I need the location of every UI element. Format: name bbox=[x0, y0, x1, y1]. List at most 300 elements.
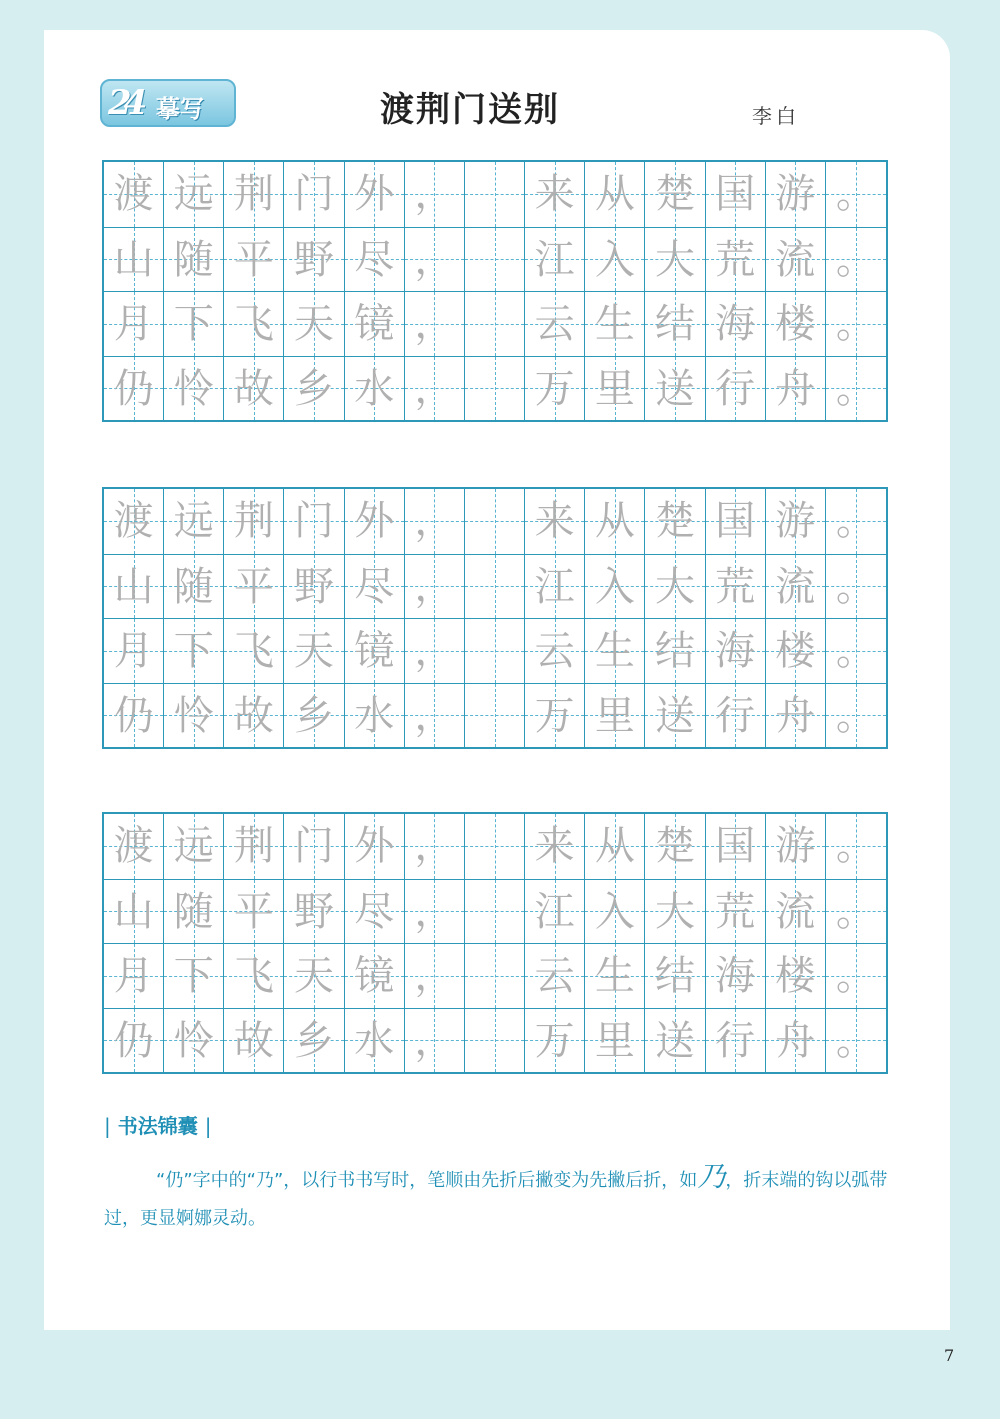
trace-character: 远 bbox=[173, 498, 214, 544]
grid-row bbox=[104, 879, 886, 944]
grid-cell bbox=[826, 879, 886, 944]
grid-row bbox=[104, 291, 886, 356]
grid-cell bbox=[224, 291, 284, 356]
grid-cell bbox=[465, 814, 525, 879]
grid-cell bbox=[525, 162, 585, 227]
trace-character: 仍 bbox=[113, 365, 154, 412]
trace-character: 游 bbox=[775, 171, 816, 217]
grid-cell bbox=[104, 162, 164, 227]
grid-cell bbox=[405, 489, 465, 554]
trace-character: 故 bbox=[233, 365, 274, 412]
grid-cell bbox=[465, 554, 525, 619]
grid-cell bbox=[465, 683, 525, 748]
grid-cell bbox=[345, 943, 405, 1008]
tips-body bbox=[104, 1158, 894, 1238]
trace-character: 水 bbox=[354, 365, 395, 412]
page-number: 7 bbox=[944, 1346, 955, 1365]
trace-character: 。 bbox=[835, 1017, 876, 1064]
grid-cell bbox=[645, 943, 705, 1008]
trace-character: 渡 bbox=[113, 823, 154, 869]
trace-character: ， bbox=[414, 1017, 455, 1064]
grid-cell bbox=[585, 943, 645, 1008]
trace-character: 远 bbox=[173, 171, 214, 217]
grid-cell bbox=[645, 618, 705, 683]
trace-character: 游 bbox=[775, 823, 816, 869]
grid-cell bbox=[706, 356, 766, 421]
trace-character: 来 bbox=[534, 498, 575, 544]
grid-cell bbox=[164, 489, 224, 554]
grid-cell bbox=[345, 554, 405, 619]
grid-cell bbox=[224, 489, 284, 554]
grid-row bbox=[104, 162, 886, 227]
practice-grid-1 bbox=[102, 160, 888, 422]
section-badge bbox=[100, 79, 236, 127]
trace-character: 江 bbox=[534, 236, 575, 283]
practice-grid-2 bbox=[102, 487, 888, 749]
trace-character: 。 bbox=[835, 365, 876, 412]
trace-character: 月 bbox=[113, 628, 154, 674]
grid-cell bbox=[766, 162, 826, 227]
grid-cell bbox=[224, 227, 284, 292]
grid-cell bbox=[405, 879, 465, 944]
trace-character: 海 bbox=[715, 301, 756, 347]
grid-cell bbox=[766, 291, 826, 356]
trace-character: 结 bbox=[654, 301, 695, 347]
grid-cell bbox=[104, 814, 164, 879]
grid-cell bbox=[645, 814, 705, 879]
trace-character: 江 bbox=[534, 888, 575, 935]
trace-character: 下 bbox=[173, 628, 214, 674]
trace-character: 大 bbox=[654, 888, 695, 935]
trace-character: 江 bbox=[534, 563, 575, 610]
trace-character: 平 bbox=[233, 888, 274, 935]
trace-character: 门 bbox=[294, 498, 335, 544]
grid-cell bbox=[706, 618, 766, 683]
trace-character: 镜 bbox=[354, 301, 395, 347]
trace-character: 渡 bbox=[113, 171, 154, 217]
trace-character: 尽 bbox=[354, 236, 395, 283]
trace-character: 随 bbox=[173, 563, 214, 610]
trace-character: 乡 bbox=[294, 365, 335, 412]
trace-character: 怜 bbox=[173, 692, 214, 739]
grid-cell bbox=[826, 814, 886, 879]
trace-character: ， bbox=[414, 628, 455, 674]
trace-character: 海 bbox=[715, 953, 756, 999]
grid-cell bbox=[345, 489, 405, 554]
grid-cell bbox=[224, 943, 284, 1008]
grid-cell bbox=[585, 814, 645, 879]
trace-character: 下 bbox=[173, 301, 214, 347]
trace-character: 里 bbox=[594, 365, 635, 412]
grid-cell bbox=[525, 227, 585, 292]
grid-cell bbox=[284, 683, 344, 748]
grid-cell bbox=[164, 943, 224, 1008]
trace-character: 海 bbox=[715, 628, 756, 674]
trace-character: 乡 bbox=[294, 692, 335, 739]
trace-character: 来 bbox=[534, 823, 575, 869]
trace-character: 万 bbox=[534, 1017, 575, 1064]
grid-cell bbox=[465, 489, 525, 554]
trace-character: ， bbox=[414, 301, 455, 347]
grid-cell bbox=[525, 879, 585, 944]
grid-cell bbox=[164, 618, 224, 683]
trace-character: 舟 bbox=[775, 1017, 816, 1064]
grid-cell bbox=[164, 1008, 224, 1073]
grid-cell bbox=[826, 554, 886, 619]
trace-character: 。 bbox=[835, 692, 876, 739]
grid-cell bbox=[525, 618, 585, 683]
grid-cell bbox=[645, 879, 705, 944]
badge-number: 24 bbox=[108, 83, 140, 123]
grid-cell bbox=[224, 162, 284, 227]
grid-cell bbox=[465, 943, 525, 1008]
trace-character: 流 bbox=[775, 563, 816, 610]
trace-character: 。 bbox=[835, 498, 876, 544]
trace-character: ， bbox=[414, 171, 455, 217]
trace-character: 随 bbox=[173, 236, 214, 283]
grid-cell bbox=[345, 1008, 405, 1073]
trace-character: 云 bbox=[534, 953, 575, 999]
trace-character: 下 bbox=[173, 953, 214, 999]
trace-character: 国 bbox=[715, 171, 756, 217]
grid-row bbox=[104, 227, 886, 292]
trace-character: 荒 bbox=[715, 563, 756, 610]
trace-character: 山 bbox=[113, 888, 154, 935]
grid-cell bbox=[104, 554, 164, 619]
poem-author: 李白 bbox=[752, 104, 800, 128]
trace-character: 飞 bbox=[233, 628, 274, 674]
trace-character: 平 bbox=[233, 563, 274, 610]
grid-cell bbox=[525, 683, 585, 748]
grid-cell bbox=[284, 356, 344, 421]
grid-cell bbox=[465, 356, 525, 421]
trace-character: 流 bbox=[775, 236, 816, 283]
grid-cell bbox=[585, 227, 645, 292]
trace-character: 仍 bbox=[113, 1017, 154, 1064]
trace-character: 结 bbox=[654, 628, 695, 674]
trace-character: 舟 bbox=[775, 365, 816, 412]
grid-cell bbox=[345, 227, 405, 292]
grid-cell bbox=[706, 879, 766, 944]
grid-cell bbox=[645, 1008, 705, 1073]
grid-cell bbox=[284, 943, 344, 1008]
grid-cell bbox=[224, 1008, 284, 1073]
trace-character: ， bbox=[414, 888, 455, 935]
grid-cell bbox=[164, 879, 224, 944]
grid-cell bbox=[284, 227, 344, 292]
trace-character: 入 bbox=[594, 563, 635, 610]
trace-character: 来 bbox=[534, 171, 575, 217]
trace-character: 镜 bbox=[354, 953, 395, 999]
grid-cell bbox=[345, 162, 405, 227]
trace-character: 。 bbox=[835, 823, 876, 869]
trace-character: 门 bbox=[294, 823, 335, 869]
trace-character: 尽 bbox=[354, 563, 395, 610]
tips-text-after: ，折末端的钩以弧带过，更显婀娜灵动。 bbox=[104, 1170, 888, 1229]
trace-character: 天 bbox=[294, 628, 335, 674]
trace-character: 生 bbox=[594, 628, 635, 674]
grid-cell bbox=[345, 356, 405, 421]
grid-cell bbox=[706, 162, 766, 227]
trace-character: 山 bbox=[113, 236, 154, 283]
grid-cell bbox=[585, 683, 645, 748]
grid-cell bbox=[766, 814, 826, 879]
grid-cell bbox=[766, 1008, 826, 1073]
grid-cell bbox=[284, 814, 344, 879]
grid-cell bbox=[826, 162, 886, 227]
grid-cell bbox=[585, 1008, 645, 1073]
grid-cell bbox=[345, 683, 405, 748]
trace-character: 送 bbox=[654, 365, 695, 412]
grid-cell bbox=[224, 879, 284, 944]
trace-character: 入 bbox=[594, 888, 635, 935]
trace-character: 门 bbox=[294, 171, 335, 217]
grid-cell bbox=[706, 943, 766, 1008]
grid-cell bbox=[224, 356, 284, 421]
trace-character: 楚 bbox=[654, 498, 695, 544]
grid-cell bbox=[766, 489, 826, 554]
badge-label: 摹写 bbox=[156, 95, 204, 123]
grid-cell bbox=[284, 291, 344, 356]
trace-character: 外 bbox=[354, 171, 395, 217]
grid-cell bbox=[405, 227, 465, 292]
trace-character: 行 bbox=[715, 692, 756, 739]
grid-cell bbox=[465, 879, 525, 944]
trace-character: ， bbox=[414, 498, 455, 544]
grid-cell bbox=[826, 618, 886, 683]
grid-cell bbox=[585, 162, 645, 227]
grid-cell bbox=[706, 291, 766, 356]
grid-cell bbox=[465, 618, 525, 683]
trace-character: 怜 bbox=[173, 1017, 214, 1064]
grid-cell bbox=[525, 356, 585, 421]
grid-cell bbox=[345, 814, 405, 879]
grid-cell bbox=[645, 356, 705, 421]
trace-character: 云 bbox=[534, 301, 575, 347]
grid-cell bbox=[345, 879, 405, 944]
grid-cell bbox=[766, 943, 826, 1008]
grid-cell bbox=[405, 683, 465, 748]
grid-cell bbox=[284, 162, 344, 227]
grid-cell bbox=[766, 227, 826, 292]
trace-character: 生 bbox=[594, 953, 635, 999]
grid-cell bbox=[284, 879, 344, 944]
grid-cell bbox=[164, 554, 224, 619]
grid-cell bbox=[525, 489, 585, 554]
trace-character: 国 bbox=[715, 823, 756, 869]
trace-character: 外 bbox=[354, 823, 395, 869]
grid-cell bbox=[706, 683, 766, 748]
trace-character: 。 bbox=[835, 628, 876, 674]
trace-character: 乡 bbox=[294, 1017, 335, 1064]
trace-character: 。 bbox=[835, 236, 876, 283]
trace-character: 随 bbox=[173, 888, 214, 935]
grid-cell bbox=[284, 1008, 344, 1073]
trace-character: 楼 bbox=[775, 628, 816, 674]
grid-cell bbox=[104, 291, 164, 356]
grid-cell bbox=[164, 356, 224, 421]
grid-cell bbox=[104, 489, 164, 554]
grid-cell bbox=[405, 291, 465, 356]
grid-cell bbox=[585, 618, 645, 683]
grid-cell bbox=[585, 554, 645, 619]
trace-character: 万 bbox=[534, 692, 575, 739]
trace-character: ， bbox=[414, 953, 455, 999]
trace-character: 荆 bbox=[233, 498, 274, 544]
grid-cell bbox=[766, 356, 826, 421]
trace-character: 里 bbox=[594, 692, 635, 739]
grid-cell bbox=[826, 291, 886, 356]
grid-cell bbox=[164, 683, 224, 748]
grid-cell bbox=[525, 943, 585, 1008]
trace-character: 天 bbox=[294, 301, 335, 347]
trace-character: 荒 bbox=[715, 236, 756, 283]
trace-character: 野 bbox=[294, 236, 335, 283]
grid-cell bbox=[706, 489, 766, 554]
grid-cell bbox=[706, 554, 766, 619]
tips-text-before: “仍”字中的“乃”，以行书书写时，笔顺由先折后撇变为先撇后折，如 bbox=[156, 1170, 698, 1191]
trace-character: 行 bbox=[715, 1017, 756, 1064]
grid-cell bbox=[585, 291, 645, 356]
tips-heading bbox=[104, 1110, 211, 1139]
grid-cell bbox=[645, 291, 705, 356]
grid-cell bbox=[525, 554, 585, 619]
trace-character: 万 bbox=[534, 365, 575, 412]
grid-cell bbox=[164, 291, 224, 356]
grid-cell bbox=[766, 618, 826, 683]
trace-character: ， bbox=[414, 563, 455, 610]
trace-character: 云 bbox=[534, 628, 575, 674]
trace-character: 故 bbox=[233, 1017, 274, 1064]
grid-cell bbox=[104, 356, 164, 421]
grid-cell bbox=[465, 291, 525, 356]
trace-character: ， bbox=[414, 692, 455, 739]
trace-character: 国 bbox=[715, 498, 756, 544]
grid-cell bbox=[104, 879, 164, 944]
grid-cell bbox=[585, 489, 645, 554]
trace-character: 送 bbox=[654, 1017, 695, 1064]
grid-cell bbox=[104, 943, 164, 1008]
example-glyph: 乃 bbox=[697, 1160, 726, 1193]
trace-character: 大 bbox=[654, 563, 695, 610]
trace-character: 仍 bbox=[113, 692, 154, 739]
trace-character: 月 bbox=[113, 301, 154, 347]
grid-cell bbox=[525, 814, 585, 879]
trace-character: 从 bbox=[594, 171, 635, 217]
grid-row bbox=[104, 618, 886, 683]
trace-character: 镜 bbox=[354, 628, 395, 674]
grid-cell bbox=[104, 227, 164, 292]
trace-character: 舟 bbox=[775, 692, 816, 739]
grid-cell bbox=[465, 1008, 525, 1073]
trace-character: 野 bbox=[294, 888, 335, 935]
grid-cell bbox=[104, 1008, 164, 1073]
trace-character: 生 bbox=[594, 301, 635, 347]
grid-cell bbox=[706, 1008, 766, 1073]
trace-character: 荆 bbox=[233, 171, 274, 217]
grid-cell bbox=[164, 227, 224, 292]
grid-cell bbox=[645, 227, 705, 292]
grid-cell bbox=[224, 554, 284, 619]
grid-cell bbox=[284, 489, 344, 554]
trace-character: 飞 bbox=[233, 953, 274, 999]
trace-character: ， bbox=[414, 365, 455, 412]
trace-character: 怜 bbox=[173, 365, 214, 412]
trace-character: 。 bbox=[835, 953, 876, 999]
trace-character: ， bbox=[414, 823, 455, 869]
grid-cell bbox=[645, 683, 705, 748]
grid-cell bbox=[104, 683, 164, 748]
trace-character: 里 bbox=[594, 1017, 635, 1064]
trace-character: 外 bbox=[354, 498, 395, 544]
trace-character: 野 bbox=[294, 563, 335, 610]
grid-cell bbox=[826, 943, 886, 1008]
grid-cell bbox=[766, 879, 826, 944]
grid-cell bbox=[706, 227, 766, 292]
grid-cell bbox=[405, 943, 465, 1008]
trace-character: 入 bbox=[594, 236, 635, 283]
trace-character: 天 bbox=[294, 953, 335, 999]
grid-cell bbox=[525, 1008, 585, 1073]
trace-character: 楚 bbox=[654, 823, 695, 869]
trace-character: 。 bbox=[835, 563, 876, 610]
grid-cell bbox=[766, 554, 826, 619]
grid-cell bbox=[525, 291, 585, 356]
trace-character: 行 bbox=[715, 365, 756, 412]
trace-character: 。 bbox=[835, 171, 876, 217]
grid-cell bbox=[585, 879, 645, 944]
grid-cell bbox=[826, 356, 886, 421]
grid-cell bbox=[405, 1008, 465, 1073]
tips-title: 书法锦囊 bbox=[117, 1114, 198, 1138]
grid-cell bbox=[645, 162, 705, 227]
trace-character: 故 bbox=[233, 692, 274, 739]
trace-character: 月 bbox=[113, 953, 154, 999]
grid-cell bbox=[405, 162, 465, 227]
trace-character: 平 bbox=[233, 236, 274, 283]
tips-bar-left: | bbox=[104, 1114, 111, 1138]
grid-row bbox=[104, 683, 886, 748]
grid-row bbox=[104, 356, 886, 421]
grid-cell bbox=[345, 618, 405, 683]
trace-character: 水 bbox=[354, 1017, 395, 1064]
grid-cell bbox=[645, 554, 705, 619]
grid-cell bbox=[224, 618, 284, 683]
trace-character: 飞 bbox=[233, 301, 274, 347]
grid-row bbox=[104, 943, 886, 1008]
grid-cell bbox=[405, 554, 465, 619]
grid-cell bbox=[284, 618, 344, 683]
grid-row bbox=[104, 554, 886, 619]
trace-character: ， bbox=[414, 236, 455, 283]
grid-cell bbox=[585, 356, 645, 421]
trace-character: 荆 bbox=[233, 823, 274, 869]
grid-cell bbox=[405, 356, 465, 421]
tips-bar-right: | bbox=[204, 1114, 212, 1138]
grid-cell bbox=[164, 162, 224, 227]
trace-character: 水 bbox=[354, 692, 395, 739]
grid-cell bbox=[766, 683, 826, 748]
grid-cell bbox=[224, 683, 284, 748]
trace-character: 渡 bbox=[113, 498, 154, 544]
trace-character: 楚 bbox=[654, 171, 695, 217]
grid-cell bbox=[826, 489, 886, 554]
grid-row bbox=[104, 489, 886, 554]
trace-character: 送 bbox=[654, 692, 695, 739]
practice-grid-3 bbox=[102, 812, 888, 1074]
trace-character: 荒 bbox=[715, 888, 756, 935]
grid-cell bbox=[645, 489, 705, 554]
